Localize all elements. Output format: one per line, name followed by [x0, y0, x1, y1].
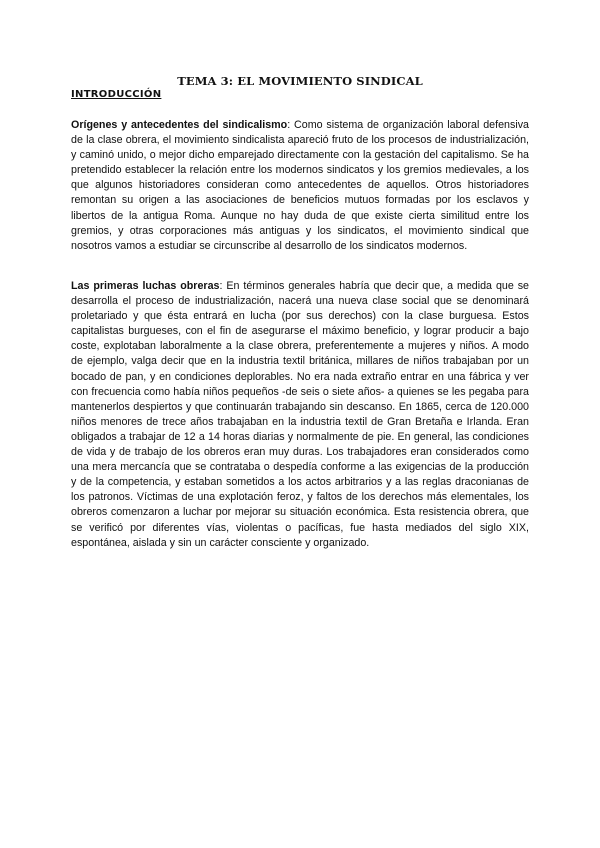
paragraph-body: : En términos generales habría que decir que, a medida que se desarrolla el proceso de industrialización, nacerá una nueva clase social que se denominará proletariado y que ésta entrará en lucha (por sus derechos) con la clase burguesa. Estos capitalistas burgueses, con el fin de asegurarse el máximo beneficio, y lograr producir a bajo coste, explotaban laboralmente a la clase obrera, preferentemente a mujeres y niños. A modo de ejemplo, valga decir que en la industria textil británica, millares de niños trabajaban por un bocado de pan, y en condiciones deplorables. No era nada extraño entrar en una fábrica y ver con frecuencia como había niños pequeños -de seis o siete años- a quienes se les pegaba para mantenerlos despiertos y que continuarán trabajando sin descanso. En 1865, cerca de 120.000 niños menores de trece años trabajaban en la industria textil de Gran Bretaña e Irlanda. Eran obligados a trabajar de 12 a 14 horas diarias y normalmente de pie. En general, las condiciones de vida y de trabajo de los obreros eran muy duras. Los trabajadores eran considerados como una mera mercancía que se contrataba o despedía conforme a las exigencias de la producción y de la competencia, y estaban sometidos a los actos arbitrarios y a las reglas draconianas de los patronos. Víctimas de una explotación feroz, y faltos de los derechos más elementales, los obreros comenzaron a luchar por mejorar su situación económica. Esta resistencia obrera, que se verificó por diferentes vías, violentas o pacíficas, fue hasta mediados del siglo XIX, espontánea, aislada y sin un carácter consciente y organizado. — [71, 280, 530, 549]
paragraph-lead: Las primeras luchas obreras — [71, 280, 220, 292]
document-title: TEMA 3: EL MOVIMIENTO SINDICAL — [177, 74, 423, 88]
paragraph-lead: Orígenes y antecedentes del sindicalismo — [71, 119, 288, 131]
section-heading: INTRODUCCIÓN — [71, 89, 162, 100]
paragraph-origins — [71, 118, 529, 254]
paragraph-body: : Como sistema de organización laboral defensiva de la clase obrera, el movimiento sindicalista apareció fruto de los procesos de industrialización, y caminó unido, o mejor dicho emparejado directamente con la gestación del capitalismo. Se ha pretendido establecer la relación entre los modernos sindicatos y los gremios medievales, a los que algunos historiadores consideran como antecedentes de aquellos. Otros historiadores remontan su origen a las asociaciones de beneficios mutuos formadas por los esclavos y libertos de la antigua Roma. Aunque no hay duda de que existe cierta similitud entre los gremios, y otras corporaciones más antiguas y los sindicatos, el movimiento sindical que nosotros vamos a estudiar se circunscribe al desarrollo de los sindicatos modernos. — [71, 119, 529, 252]
paragraph-first-struggles — [71, 279, 529, 551]
